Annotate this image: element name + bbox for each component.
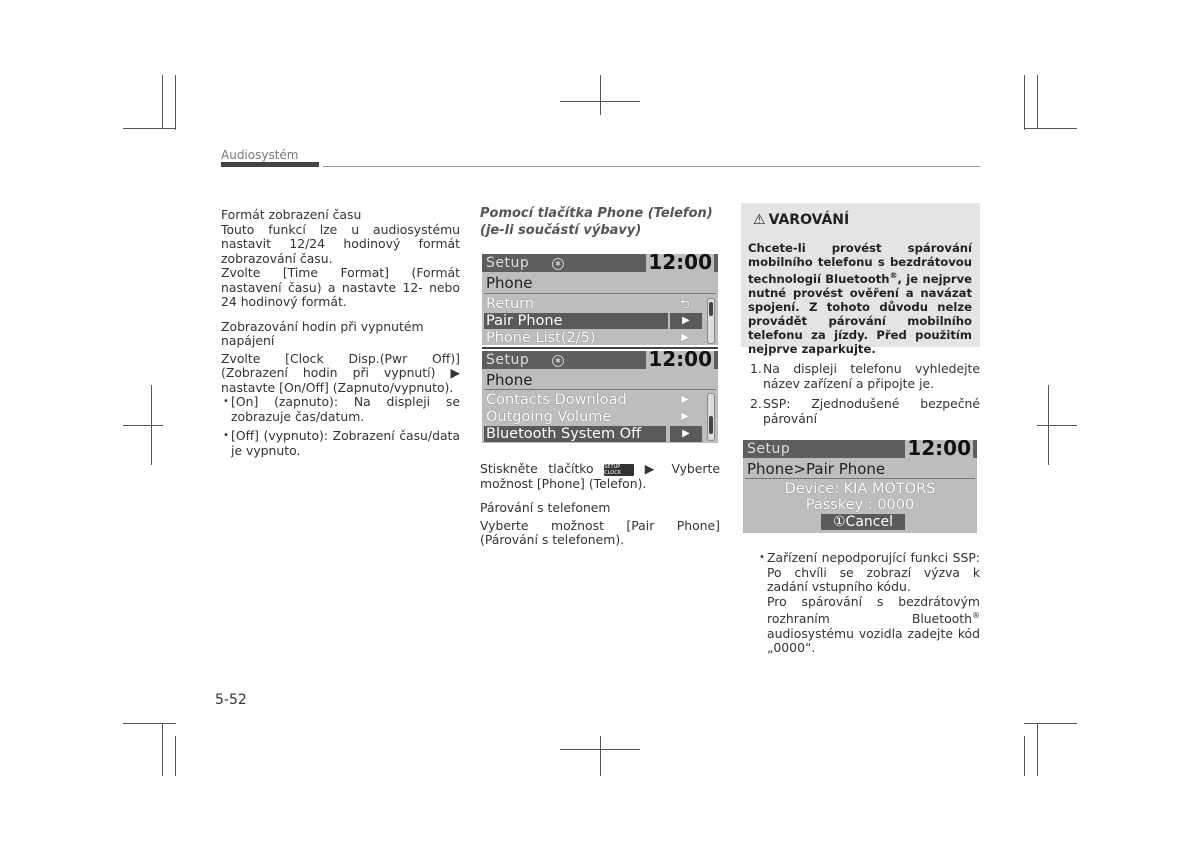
crop-mark xyxy=(1037,75,1038,128)
crop-mark xyxy=(1024,736,1025,776)
screen-clock: 12:00 xyxy=(646,254,714,273)
crop-mark xyxy=(151,385,152,465)
time-format-text: Touto funkcí lze u audiosystému nastavit 12/24 hodinový formát zobrazování času. xyxy=(221,221,460,266)
menu-item-phone-list[interactable]: Phone List(2/5) ▶ xyxy=(486,330,694,345)
steps-list xyxy=(741,362,980,426)
step-1: 1. Na displeji telefonu vyhledejte název zařízení a připojte je. xyxy=(750,361,980,391)
pairing-title: Párování s telefonem xyxy=(480,500,611,515)
bluetooth-icon: ✱ xyxy=(552,355,564,367)
crop-mark xyxy=(1024,128,1077,129)
clock-display-text: Zvolte [Clock Disp.(Pwr Off)] (Zobrazení hodin při vypnutí) ▶ nastavte [On/Off] (Zapnuto/vypnuto). xyxy=(221,350,460,395)
crop-mark xyxy=(175,75,176,130)
warning-title: VAROVÁNÍ xyxy=(768,212,850,228)
bullet-off: • [Off] (vypnuto): Zobrazení času/data je vypnuto. xyxy=(221,429,460,458)
menu-item-bluetooth-system-off[interactable]: Bluetooth System Off xyxy=(484,426,666,442)
chevron-right-icon: ▶ xyxy=(681,411,689,422)
chevron-right-icon: ▶ xyxy=(681,332,689,343)
screen-title: Setup xyxy=(486,352,530,368)
pairing-text: Vyberte možnost [Pair Phone] (Párování s telefonem). xyxy=(480,517,720,547)
ssp-note-line1: • Zařízení nepodporující funkci SSP: Po chvíli se zobrazí výzva k zadání vstupního kódu. xyxy=(757,551,980,595)
page-number: 5-52 xyxy=(215,692,247,708)
ssp-note xyxy=(767,551,980,656)
press-text-b: ▶ Vyberte možnost [Phone] (Telefon). xyxy=(480,461,720,491)
crop-mark xyxy=(162,723,163,776)
time-format-text-2: Zvolte [Time Format] (Formát nastavení času) a nastavte 12- nebo 24 hodinový formát. xyxy=(221,265,460,309)
setup-clock-button-icon: SETUP CLOCK xyxy=(604,464,634,476)
return-icon: ⮌ xyxy=(680,297,690,311)
chevron-right-icon: ▶ xyxy=(670,313,702,329)
crop-mark xyxy=(600,736,601,776)
screen-clock: 12:00 xyxy=(905,440,973,459)
chevron-right-icon: ▶ xyxy=(681,394,689,405)
warning-box xyxy=(741,203,980,356)
screen-divider xyxy=(482,347,718,349)
crop-mark xyxy=(123,128,176,129)
warning-text: Chcete-li provést spárování mobilního telefonu s bezdrátovou technologií Bluetooth®, je nejprve nutné provést ověření a navázat spojení. Z tohoto důvodu nelze provádět párování mobilního telefonu za jízdy. Před použitím nejprve zaparkujte. xyxy=(748,241,972,356)
setup-phone-screen-1 xyxy=(482,254,718,345)
warning-icon: ⚠ xyxy=(753,212,766,228)
chevron-right-icon: ▶ xyxy=(670,426,702,442)
scroll-thumb[interactable] xyxy=(709,416,713,434)
press-text: Stiskněte tlačítko xyxy=(480,461,594,476)
crop-mark xyxy=(162,75,163,128)
screen-title: Setup xyxy=(486,255,530,271)
screen-heading: Phone xyxy=(486,371,533,389)
crop-mark xyxy=(123,425,163,426)
pair-phone-screen xyxy=(743,440,977,533)
middle-column-text xyxy=(480,462,720,548)
phone-button-subheading: Pomocí tlačítka Phone (Telefon) (je-li součástí výbavy) xyxy=(480,206,713,238)
scrollbar[interactable] xyxy=(707,393,715,441)
setup-phone-screen-2 xyxy=(482,351,718,443)
clock-display-title: Zobrazování hodin při vypnutém napájení xyxy=(221,318,424,348)
menu-item-return[interactable]: Return ⮌ xyxy=(486,296,694,312)
screen-title: Setup xyxy=(747,441,791,457)
bluetooth-icon: ✱ xyxy=(552,258,564,270)
scroll-thumb[interactable] xyxy=(709,302,713,316)
crop-mark xyxy=(1048,385,1049,465)
header-bar xyxy=(221,162,319,167)
bullet-on: • [On] (zapnuto): Na displeji se zobrazuje čas/datum. xyxy=(221,395,460,424)
time-format-title: Formát zobrazení času xyxy=(221,207,362,222)
left-column xyxy=(221,208,460,458)
screen-heading: Phone>Pair Phone xyxy=(747,460,886,478)
crop-mark xyxy=(1037,425,1077,426)
menu-item-contacts-download[interactable]: Contacts Download ▶ xyxy=(486,392,694,408)
section-header: Audiosystém xyxy=(221,148,299,162)
menu-item-pair-phone[interactable]: Pair Phone xyxy=(484,313,668,329)
passkey: Passkey : 0000 xyxy=(805,497,915,513)
cancel-button[interactable]: ①Cancel xyxy=(821,514,905,530)
scrollbar[interactable] xyxy=(707,298,715,344)
crop-mark xyxy=(1024,75,1025,130)
menu-item-outgoing-volume[interactable]: Outgoing Volume ▶ xyxy=(486,409,694,425)
ssp-note-line2: Pro spárování s bezdrátovým rozhraním Bluetooth® audiosystému vozidla zadejte kód „0000“. xyxy=(767,593,980,656)
screen-heading: Phone xyxy=(486,274,533,292)
crop-mark xyxy=(600,75,601,115)
screen-clock: 12:00 xyxy=(646,351,714,370)
header-rule xyxy=(323,166,980,167)
step-2: 2. SSP: Zjednodušené bezpečné párování xyxy=(750,396,980,426)
crop-mark xyxy=(175,736,176,776)
crop-mark xyxy=(1024,723,1077,724)
device-name: Device: KIA MOTORS xyxy=(784,481,936,497)
crop-mark xyxy=(123,723,176,724)
crop-mark xyxy=(1037,723,1038,776)
